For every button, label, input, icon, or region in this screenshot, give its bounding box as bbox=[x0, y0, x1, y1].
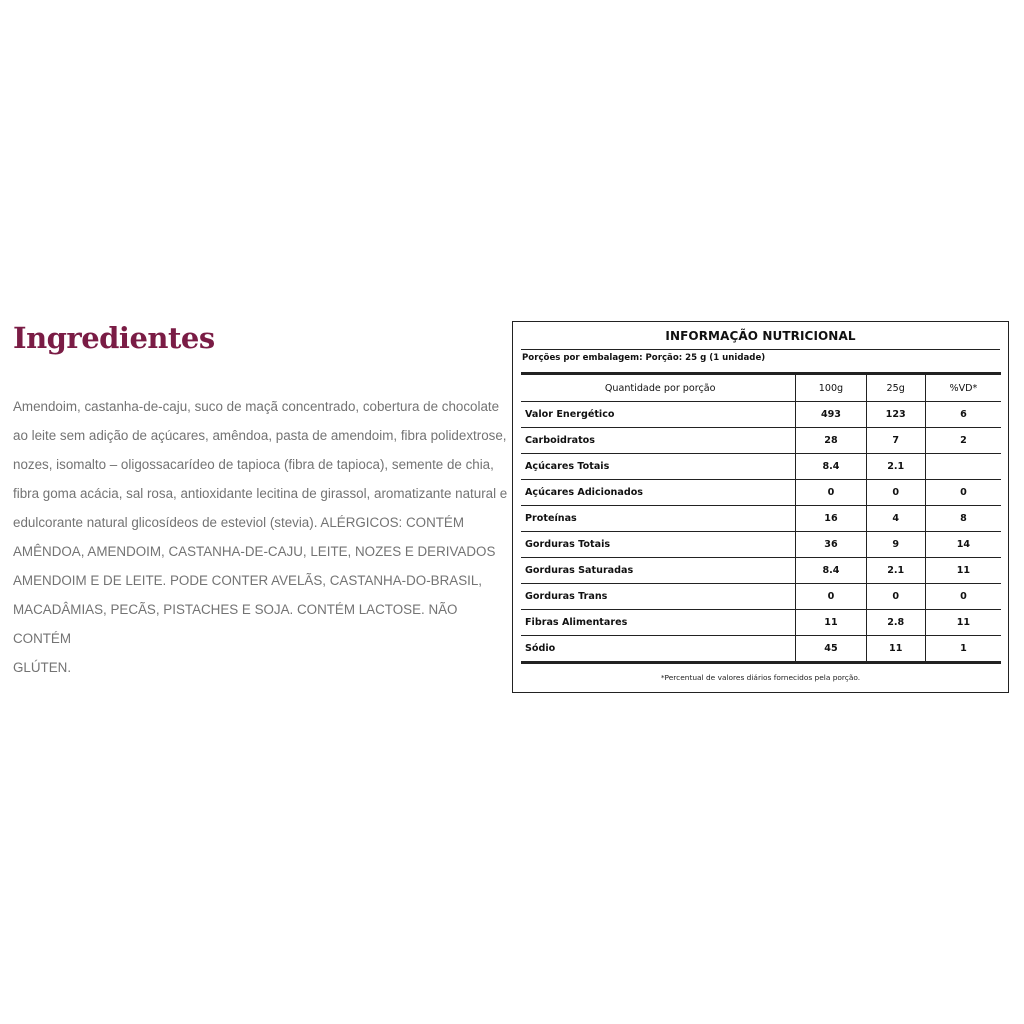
value-25g: 2.1 bbox=[866, 454, 925, 480]
value-100g: 36 bbox=[796, 532, 866, 558]
value-dv: 8 bbox=[925, 506, 1001, 532]
value-dv: 2 bbox=[925, 428, 1001, 454]
header-quantity: Quantidade por porção bbox=[521, 374, 796, 402]
value-dv: 11 bbox=[925, 558, 1001, 584]
table-row bbox=[521, 610, 1001, 636]
nutrient-name: Proteínas bbox=[521, 506, 796, 532]
value-100g: 45 bbox=[796, 636, 866, 663]
table-row bbox=[521, 558, 1001, 584]
serving-info: Porções por embalagem: Porção: 25 g (1 unidade) bbox=[522, 353, 766, 363]
value-25g: 4 bbox=[866, 506, 925, 532]
value-100g: 8.4 bbox=[796, 454, 866, 480]
value-dv: 0 bbox=[925, 480, 1001, 506]
table-row bbox=[521, 636, 1001, 663]
value-100g: 28 bbox=[796, 428, 866, 454]
nutrient-name: Valor Energético bbox=[521, 402, 796, 428]
value-dv: 0 bbox=[925, 584, 1001, 610]
table-row bbox=[521, 480, 1001, 506]
nutrient-name: Fibras Alimentares bbox=[521, 610, 796, 636]
nutrient-name: Açúcares Adicionados bbox=[521, 480, 796, 506]
table-header-row bbox=[521, 374, 1001, 402]
table-row bbox=[521, 454, 1001, 480]
divider bbox=[521, 349, 1000, 350]
ingredients-title: Ingredientes bbox=[13, 321, 215, 355]
value-25g: 2.8 bbox=[866, 610, 925, 636]
value-25g: 9 bbox=[866, 532, 925, 558]
header-25g: 25g bbox=[866, 374, 925, 402]
table-row bbox=[521, 506, 1001, 532]
value-25g: 0 bbox=[866, 584, 925, 610]
nutrient-name: Carboidratos bbox=[521, 428, 796, 454]
value-100g: 8.4 bbox=[796, 558, 866, 584]
value-100g: 16 bbox=[796, 506, 866, 532]
value-25g: 123 bbox=[866, 402, 925, 428]
table-row bbox=[521, 532, 1001, 558]
nutrition-footnote: *Percentual de valores diários fornecidos pela porção. bbox=[660, 673, 861, 682]
value-100g: 11 bbox=[796, 610, 866, 636]
nutrition-title: INFORMAÇÃO NUTRICIONAL bbox=[665, 329, 856, 343]
ingredients-text: Amendoim, castanha-de-caju, suco de maçã concentrado, cobertura de chocolate ao leite sem adição de açúcares, amêndoa, pasta de amendoim, fibra polidextrose, nozes, isomalto – oligossacarídeo de tapioca (fibra de tapioca), semente de chia, fibra goma acácia, sal rosa, antioxidante lecitina de girassol, aromatizante natural e edulcorante natural glicosídeos de esteviol (stevia). ALÉRGICOS: CONTÉM AMÊNDOA, AMENDOIM, CASTANHA-DE-CAJU, LEITE, NOZES E DERIVADOS AMENDOIM E DE LEITE. PODE CONTER AVELÃS, CASTANHA-DO-BRASIL, MACADÂMIAS, PECÃS, PISTACHES E SOJA. CONTÉM LACTOSE. NÃO CONTÉM GLÚTEN. bbox=[13, 399, 508, 675]
table-row bbox=[521, 428, 1001, 454]
value-25g: 11 bbox=[866, 636, 925, 663]
value-100g: 0 bbox=[796, 480, 866, 506]
nutrient-name: Sódio bbox=[521, 636, 796, 663]
value-dv: 1 bbox=[925, 636, 1001, 663]
value-25g: 7 bbox=[866, 428, 925, 454]
table-row bbox=[521, 402, 1001, 428]
value-100g: 493 bbox=[796, 402, 866, 428]
value-dv: 14 bbox=[925, 532, 1001, 558]
nutrition-facts-panel bbox=[512, 321, 1009, 693]
header-100g: 100g bbox=[796, 374, 866, 402]
value-100g: 0 bbox=[796, 584, 866, 610]
value-25g: 0 bbox=[866, 480, 925, 506]
value-dv: 11 bbox=[925, 610, 1001, 636]
ingredients-section bbox=[13, 320, 513, 682]
value-dv bbox=[925, 454, 1001, 480]
value-25g: 2.1 bbox=[866, 558, 925, 584]
nutrient-name: Gorduras Totais bbox=[521, 532, 796, 558]
header-daily-value: %VD* bbox=[925, 374, 1001, 402]
table-row bbox=[521, 584, 1001, 610]
value-dv: 6 bbox=[925, 402, 1001, 428]
nutrient-name: Gorduras Trans bbox=[521, 584, 796, 610]
nutrient-name: Açúcares Totais bbox=[521, 454, 796, 480]
nutrient-name: Gorduras Saturadas bbox=[521, 558, 796, 584]
nutrition-table bbox=[521, 372, 1001, 664]
